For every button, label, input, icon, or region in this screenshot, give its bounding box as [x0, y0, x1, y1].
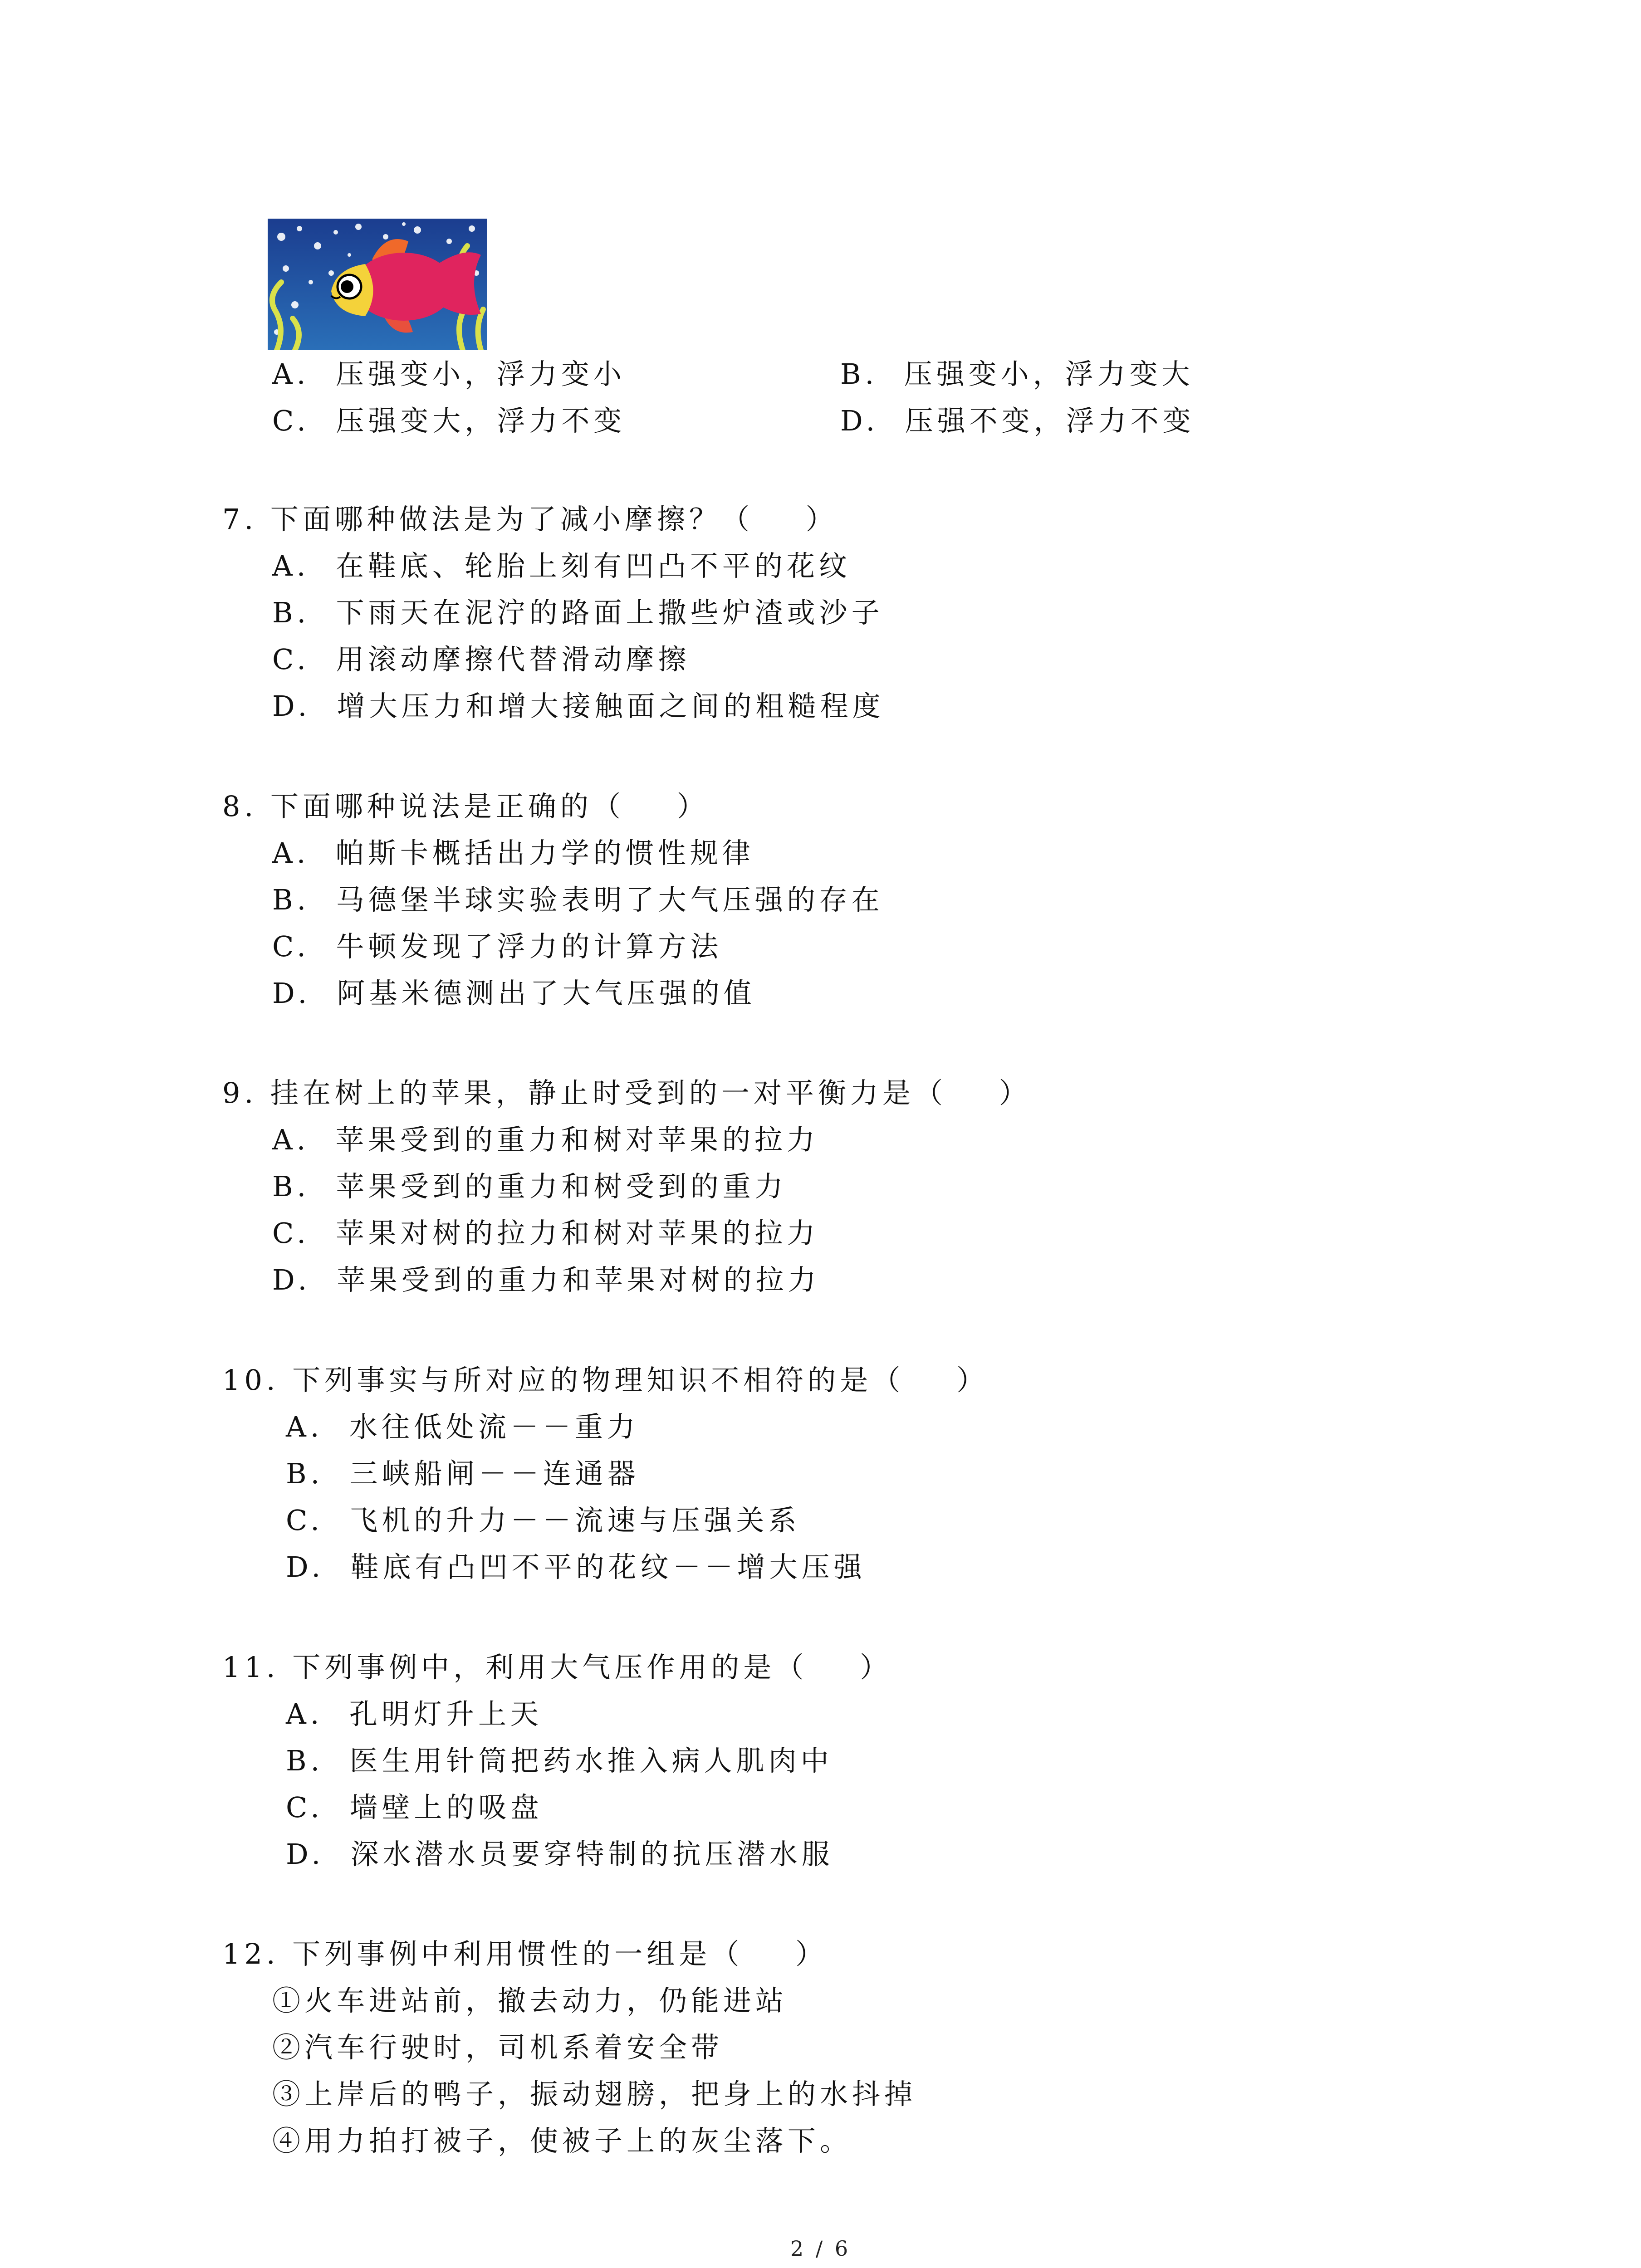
fish-image — [268, 219, 487, 350]
question-7-option-a[interactable]: A. 在鞋底、轮胎上刻有凹凸不平的花纹 — [272, 549, 851, 582]
question-10-option-b[interactable]: B. 三峡船闸－－连通器 — [286, 1457, 640, 1490]
question-11-option-c[interactable]: C. 墙壁上的吸盘 — [286, 1791, 543, 1824]
q6-option-b[interactable]: B. 压强变小，浮力变大 — [840, 357, 1194, 391]
question-8-stem: 8. 下面哪种说法是正确的（ ） — [222, 790, 709, 823]
question-12-item-2: ②汽车行驶时，司机系着安全带 — [272, 2031, 724, 2064]
question-12-item-4: ④用力拍打被子，使被子上的灰尘落下。 — [272, 2124, 852, 2157]
q6-option-a[interactable]: A. 压强变小，浮力变小 — [272, 357, 626, 391]
question-12-item-1: ①火车进站前，撤去动力，仍能进站 — [272, 1984, 788, 2017]
question-9-option-b[interactable]: B. 苹果受到的重力和树受到的重力 — [272, 1170, 787, 1203]
question-10-option-a[interactable]: A. 水往低处流－－重力 — [286, 1410, 639, 1443]
question-9-option-a[interactable]: A. 苹果受到的重力和树对苹果的拉力 — [272, 1123, 819, 1156]
question-11-option-d[interactable]: D. 深水潜水员要穿特制的抗压潜水服 — [286, 1838, 834, 1871]
page-number: 2 / 6 — [790, 2236, 851, 2261]
question-8-option-d[interactable]: D. 阿基米德测出了大气压强的值 — [272, 977, 756, 1010]
question-8-option-c[interactable]: C. 牛顿发现了浮力的计算方法 — [272, 930, 723, 963]
question-8-option-a[interactable]: A. 帕斯卡概括出力学的惯性规律 — [272, 836, 754, 870]
question-10-option-c[interactable]: C. 飞机的升力－－流速与压强关系 — [286, 1504, 801, 1537]
fish-illustration — [268, 219, 487, 350]
question-7-option-c[interactable]: C. 用滚动摩擦代替滑动摩擦 — [272, 643, 691, 676]
question-9-stem: 9. 挂在树上的苹果，静止时受到的一对平衡力是（ ） — [222, 1076, 1031, 1110]
question-10-stem: 10. 下列事实与所对应的物理知识不相符的是（ ） — [222, 1364, 989, 1397]
q6-option-d[interactable]: D. 压强不变，浮力不变 — [840, 404, 1195, 437]
question-11-option-b[interactable]: B. 医生用针筒把药水推入病人肌肉中 — [286, 1744, 833, 1777]
question-12-item-3: ③上岸后的鸭子，振动翅膀，把身上的水抖掉 — [272, 2077, 917, 2111]
question-9-option-c[interactable]: C. 苹果对树的拉力和树对苹果的拉力 — [272, 1217, 819, 1250]
q6-option-c[interactable]: C. 压强变大，浮力不变 — [272, 404, 626, 437]
question-8-option-b[interactable]: B. 马德堡半球实验表明了大气压强的存在 — [272, 883, 884, 916]
question-7-option-b[interactable]: B. 下雨天在泥泞的路面上撒些炉渣或沙子 — [272, 596, 884, 629]
question-11-option-a[interactable]: A. 孔明灯升上天 — [286, 1697, 543, 1730]
question-10-option-d[interactable]: D. 鞋底有凸凹不平的花纹－－增大压强 — [286, 1550, 866, 1584]
question-7-stem: 7. 下面哪种做法是为了减小摩擦？（ ） — [222, 503, 838, 536]
question-12-stem: 12. 下列事例中利用惯性的一组是（ ） — [222, 1937, 828, 1970]
question-9-option-d[interactable]: D. 苹果受到的重力和苹果对树的拉力 — [272, 1263, 820, 1296]
question-11-stem: 11. 下列事例中，利用大气压作用的是（ ） — [222, 1651, 892, 1684]
question-7-option-d[interactable]: D. 增大压力和增大接触面之间的粗糙程度 — [272, 689, 885, 723]
